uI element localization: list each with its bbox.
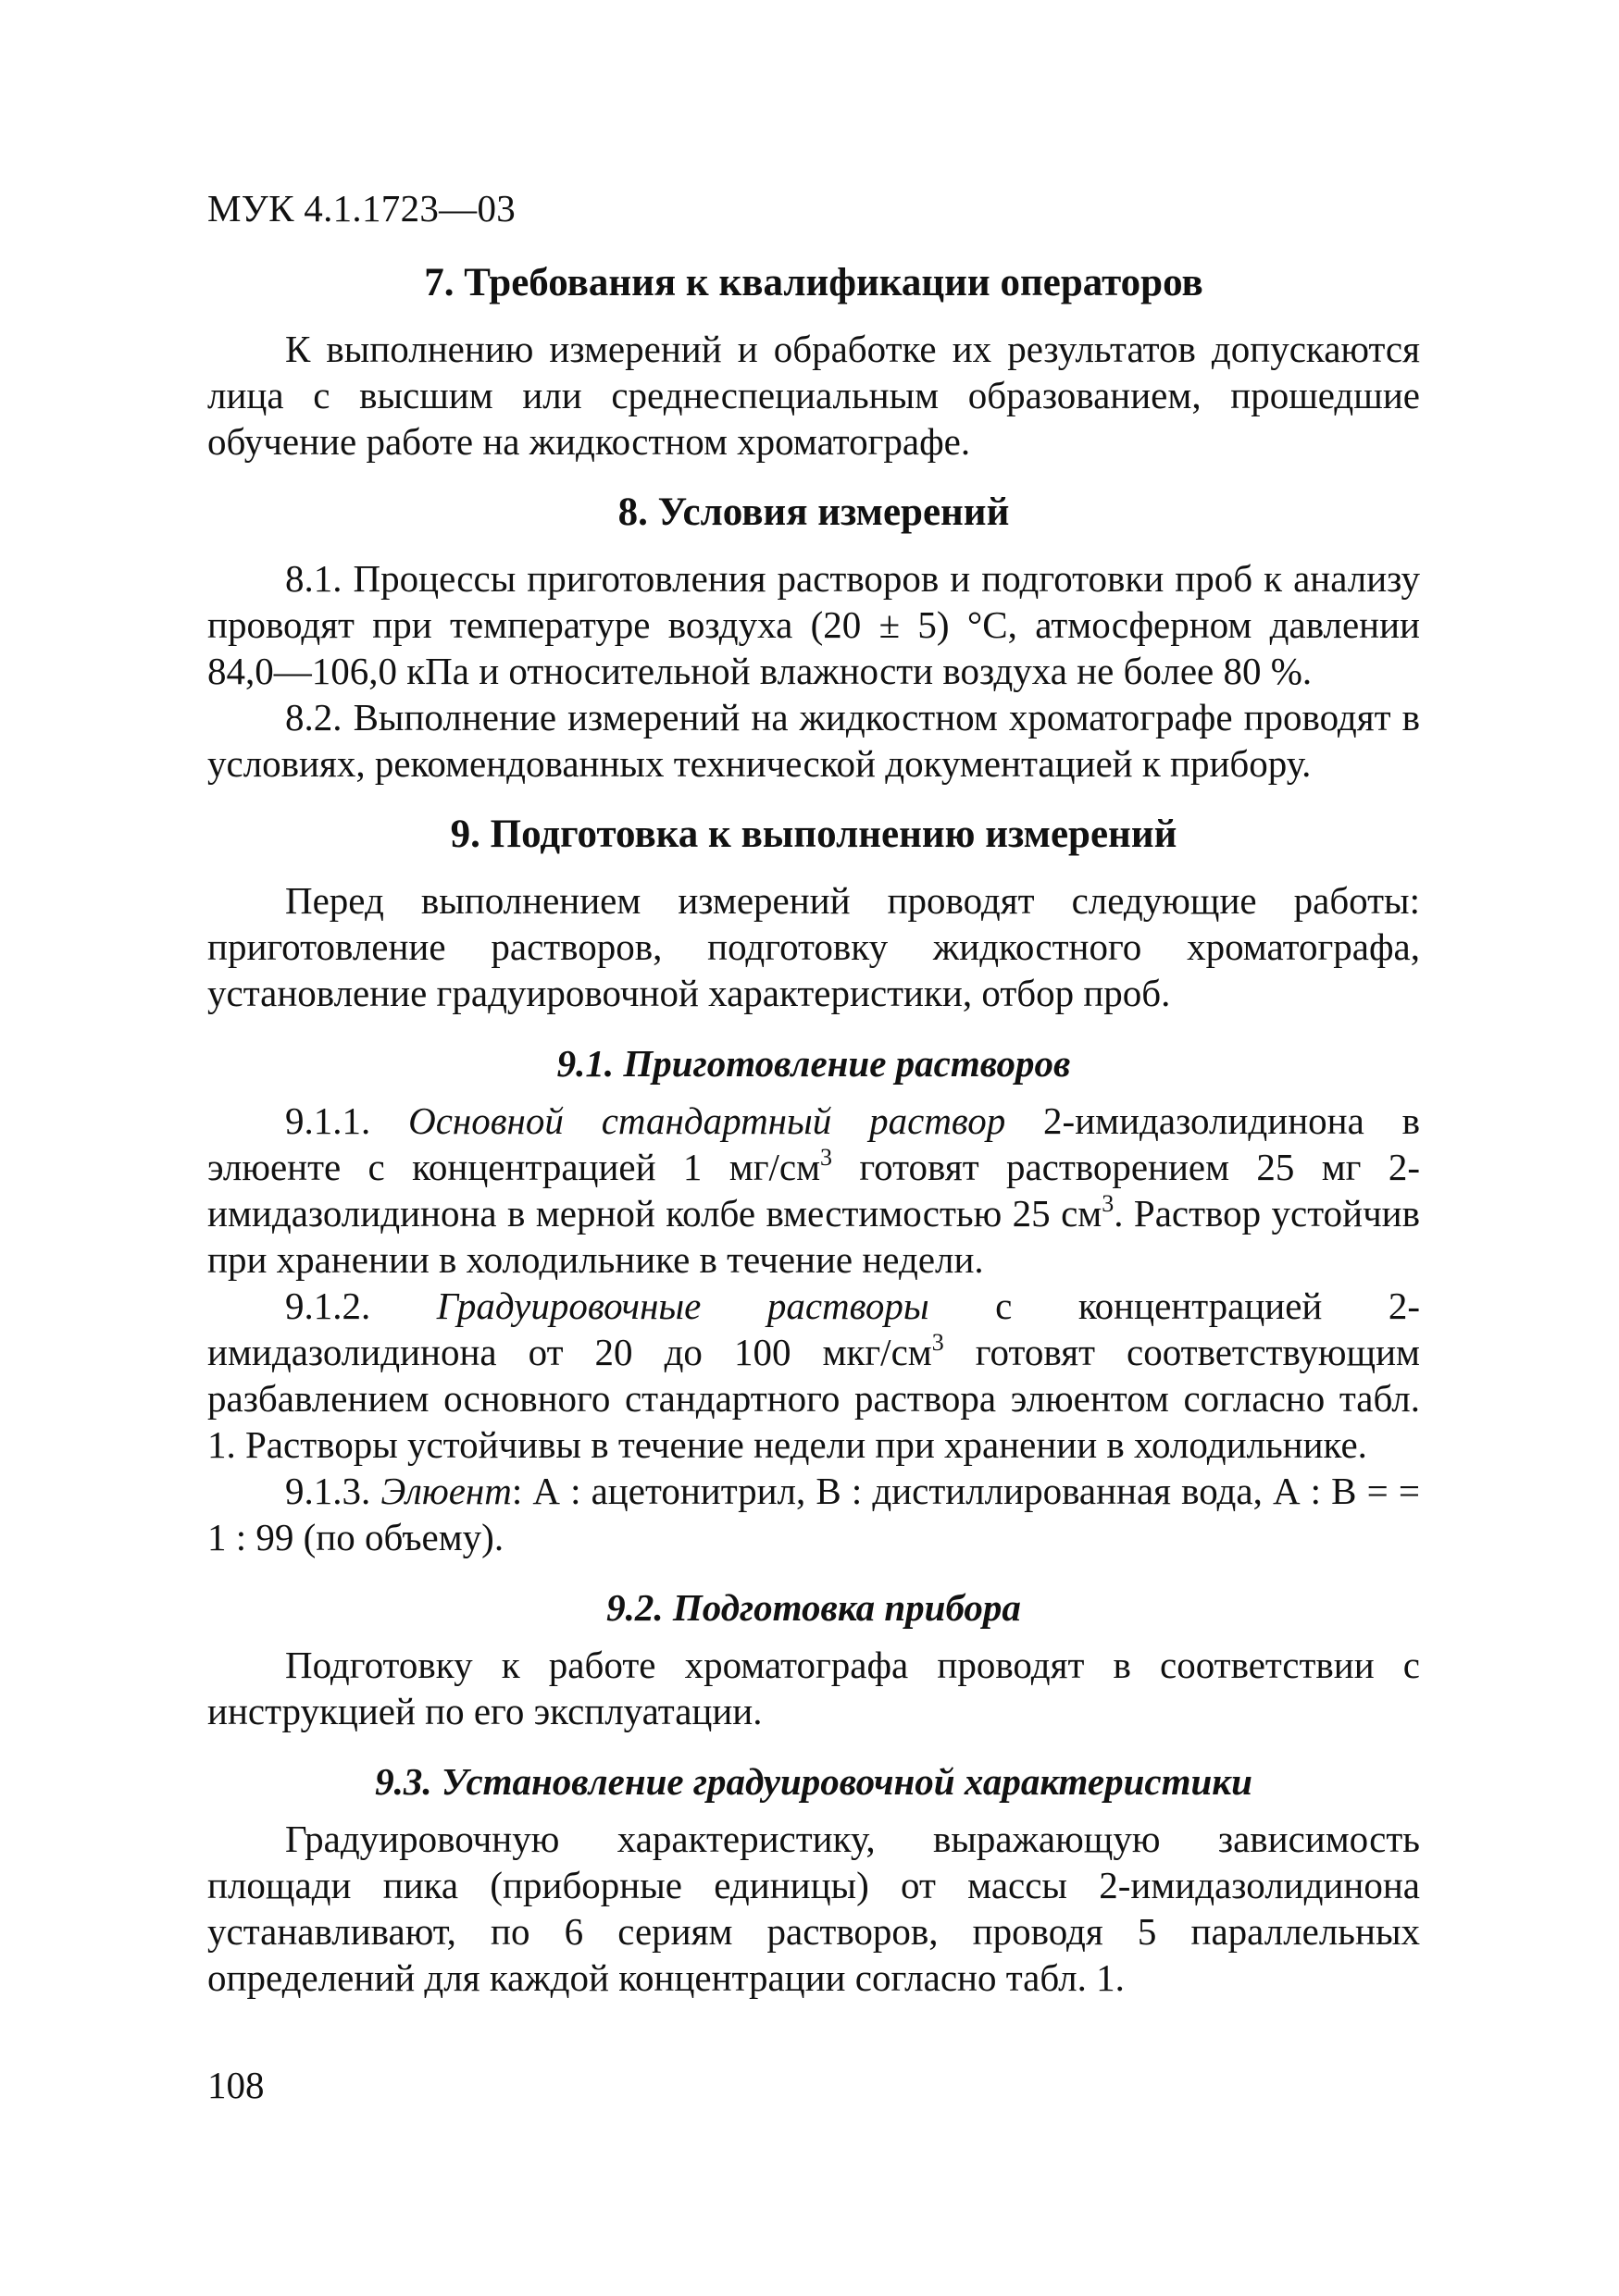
subsection-9-2-title: 9.2. Подготовка прибора [606,1586,1021,1629]
superscript-3: 3 [931,1329,944,1356]
section-9-title: 9. Подготовка к выполнению измерений [450,813,1177,856]
paragraph-9-1-1-number: 9.1.1. [285,1099,371,1142]
paragraph-9-1-1-term: Основной стандартный раствор [408,1099,1006,1142]
paragraph-9-1-2-text-a: с концентрацией 2-имидазолидинона от 20 до 100 мкг/см [207,1285,1420,1373]
page-number: 108 [207,2064,265,2106]
paragraph-9-1-2-term: Градуировочные растворы [436,1285,929,1327]
section-8-title: 8. Условия измерений [617,490,1010,534]
section-9-intro: Перед выполнением измерений проводят следующие работы: приготовление растворов, подготовку жидкостного хроматографа, установление градуировочной характеристики, отбор проб. [207,879,1420,1014]
subsection-9-2-text: Подготовку к работе хроматографа проводят в соответствии с инструкцией по его эксплуатации. [207,1644,1420,1732]
paragraph-9-1-1-text-a: 2-имидазолидинона в элюенте с концентрацией 1 мг/см [207,1099,1420,1188]
superscript-3: 3 [820,1144,833,1171]
section-8-paragraph-2: 8.2. Выполнение измерений на жидкостном хроматографе проводят в условиях, рекомендованных технической документацией к прибору. [207,696,1420,785]
paragraph-9-1-2 [207,1283,1420,1468]
paragraph-9-1-3-number: 9.1.3. [285,1470,371,1512]
superscript-3: 3 [1102,1190,1115,1217]
running-head: МУК 4.1.1723—03 [207,187,517,230]
paragraph-9-1-2-number: 9.1.2. [285,1285,371,1327]
section-7-text: К выполнению измерений и обработке их результатов допускаются лица с высшим или среднеспециальным образованием, прошедшие обучение работе на жидкостном хроматографе. [207,328,1420,463]
subsection-9-1-title: 9.1. Приготовление растворов [556,1042,1071,1085]
subsection-9-3-title: 9.3. Установление градуировочной характеристики [375,1760,1252,1803]
paragraph-9-1-3 [207,1468,1420,1560]
paragraph-9-1-1-text-c: . Раствор устойчив при хранении в холодильнике в течение недели. [207,1192,1420,1281]
paragraph-9-1-1-text-b: готовят растворением 25 мг 2-имидазолидинона в мерной колбе вместимостью 25 см [207,1146,1420,1235]
paragraph-9-1-2-text-b: готовят соответствующим разбавлением основного стандартного раствора элюентом согласно табл. 1. Растворы устойчивы в течение недели при хранении в холодильнике. [207,1331,1420,1466]
paragraph-9-1-3-term: Элюент [380,1470,512,1512]
paragraph-9-1-3-text: : А : ацетонитрил, В : дистиллированная вода, А : В = = 1 : 99 (по объему). [207,1470,1420,1558]
paragraph-9-1-1 [207,1098,1420,1283]
section-8-paragraph-1: 8.1. Процессы приготовления растворов и подготовки проб к анализу проводят при температуре воздуха (20 ± 5) °C, атмосферном давлении 84,0—106,0 кПа и относительной влажности воздуха не более 80 %. [207,557,1420,692]
document-page [207,185,1420,2001]
section-7-title: 7. Требования к квалификации операторов [424,261,1203,304]
subsection-9-3-text: Градуировочную характеристику, выражающую зависимость площади пика (приборные единицы) от массы 2-имидазолидинона устанавливают, по 6 сериям растворов, проводя 5 параллельных определений для каждой концентрации согласно табл. 1. [207,1818,1420,1999]
